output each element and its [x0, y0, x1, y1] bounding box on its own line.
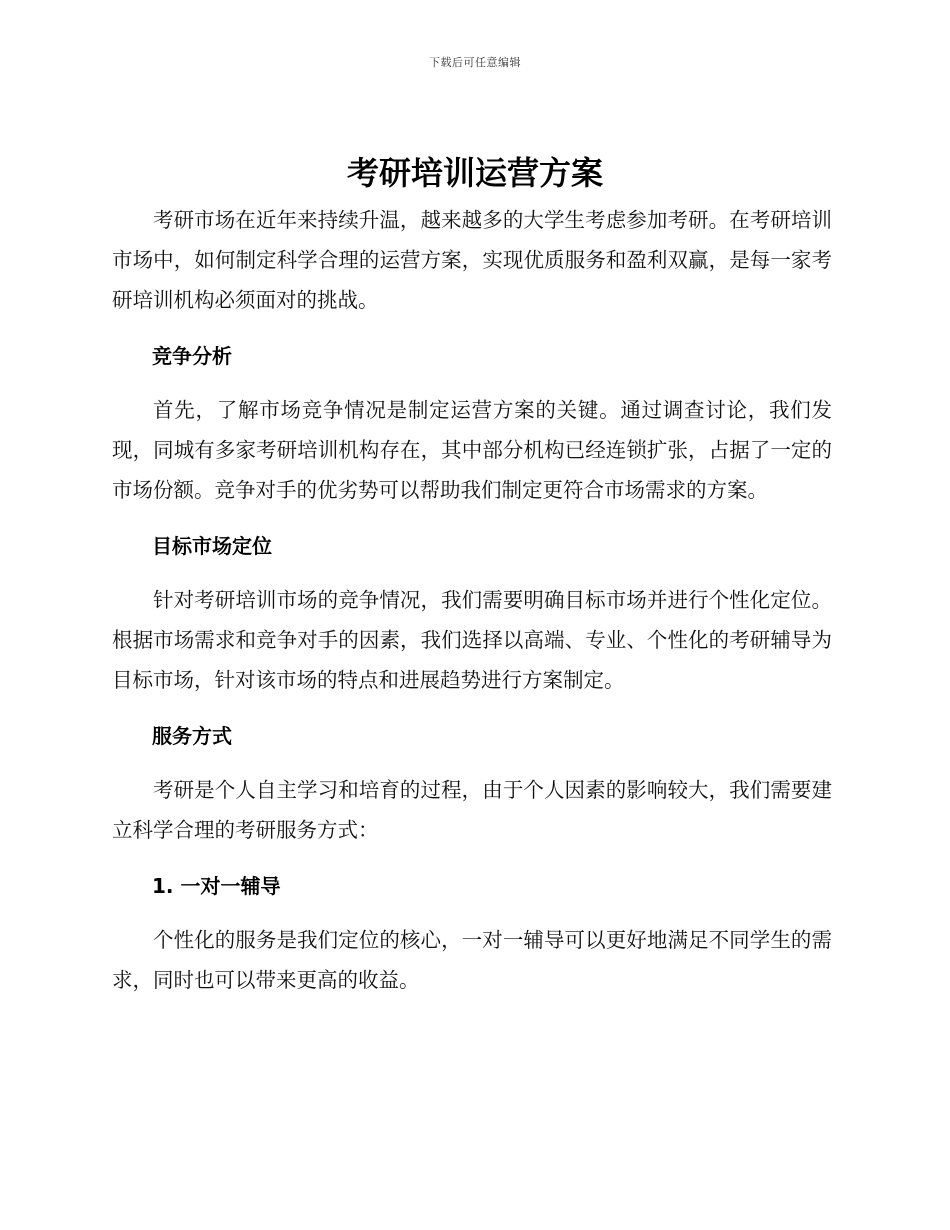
section-text-one-on-one: 个性化的服务是我们定位的核心，一对一辅导可以更好地满足不同学生的需求，同时也可以带来更高的收益。 [112, 928, 832, 992]
document-body [112, 200, 832, 1000]
page-header-note: 下载后可任意编辑 [429, 56, 521, 69]
section-heading-service-mode: 服务方式 [152, 724, 232, 748]
document-title: 考研培训运营方案 [346, 154, 603, 192]
section-text-target-market: 针对考研培训市场的竞争情况，我们需要明确目标市场并进行个性化定位。根据市场需求和竞争对手的因素，我们选择以高端、专业、个性化的考研辅导为目标市场，针对该市场的特点和进展趋势进行方案制定。 [112, 588, 832, 692]
intro-paragraph: 考研市场在近年来持续升温，越来越多的大学生考虑参加考研。在考研培训市场中，如何制定科学合理的运营方案，实现优质服务和盈利双赢，是每一家考研培训机构必须面对的挑战。 [112, 208, 832, 312]
section-text-service-mode: 考研是个人自主学习和培育的过程，由于个人因素的影响较大，我们需要建立科学合理的考研服务方式： [112, 778, 832, 842]
section-heading-target-market: 目标市场定位 [152, 534, 272, 558]
section-heading-one-on-one: 1. 一对一辅导 [152, 874, 281, 898]
section-text-competition: 首先，了解市场竞争情况是制定运营方案的关键。通过调查讨论，我们发现，同城有多家考研培训机构存在，其中部分机构已经连锁扩张，占据了一定的市场份额。竞争对手的优劣势可以帮助我们制定更符合市场需求的方案。 [112, 398, 832, 502]
section-heading-competition: 竞争分析 [152, 344, 232, 368]
